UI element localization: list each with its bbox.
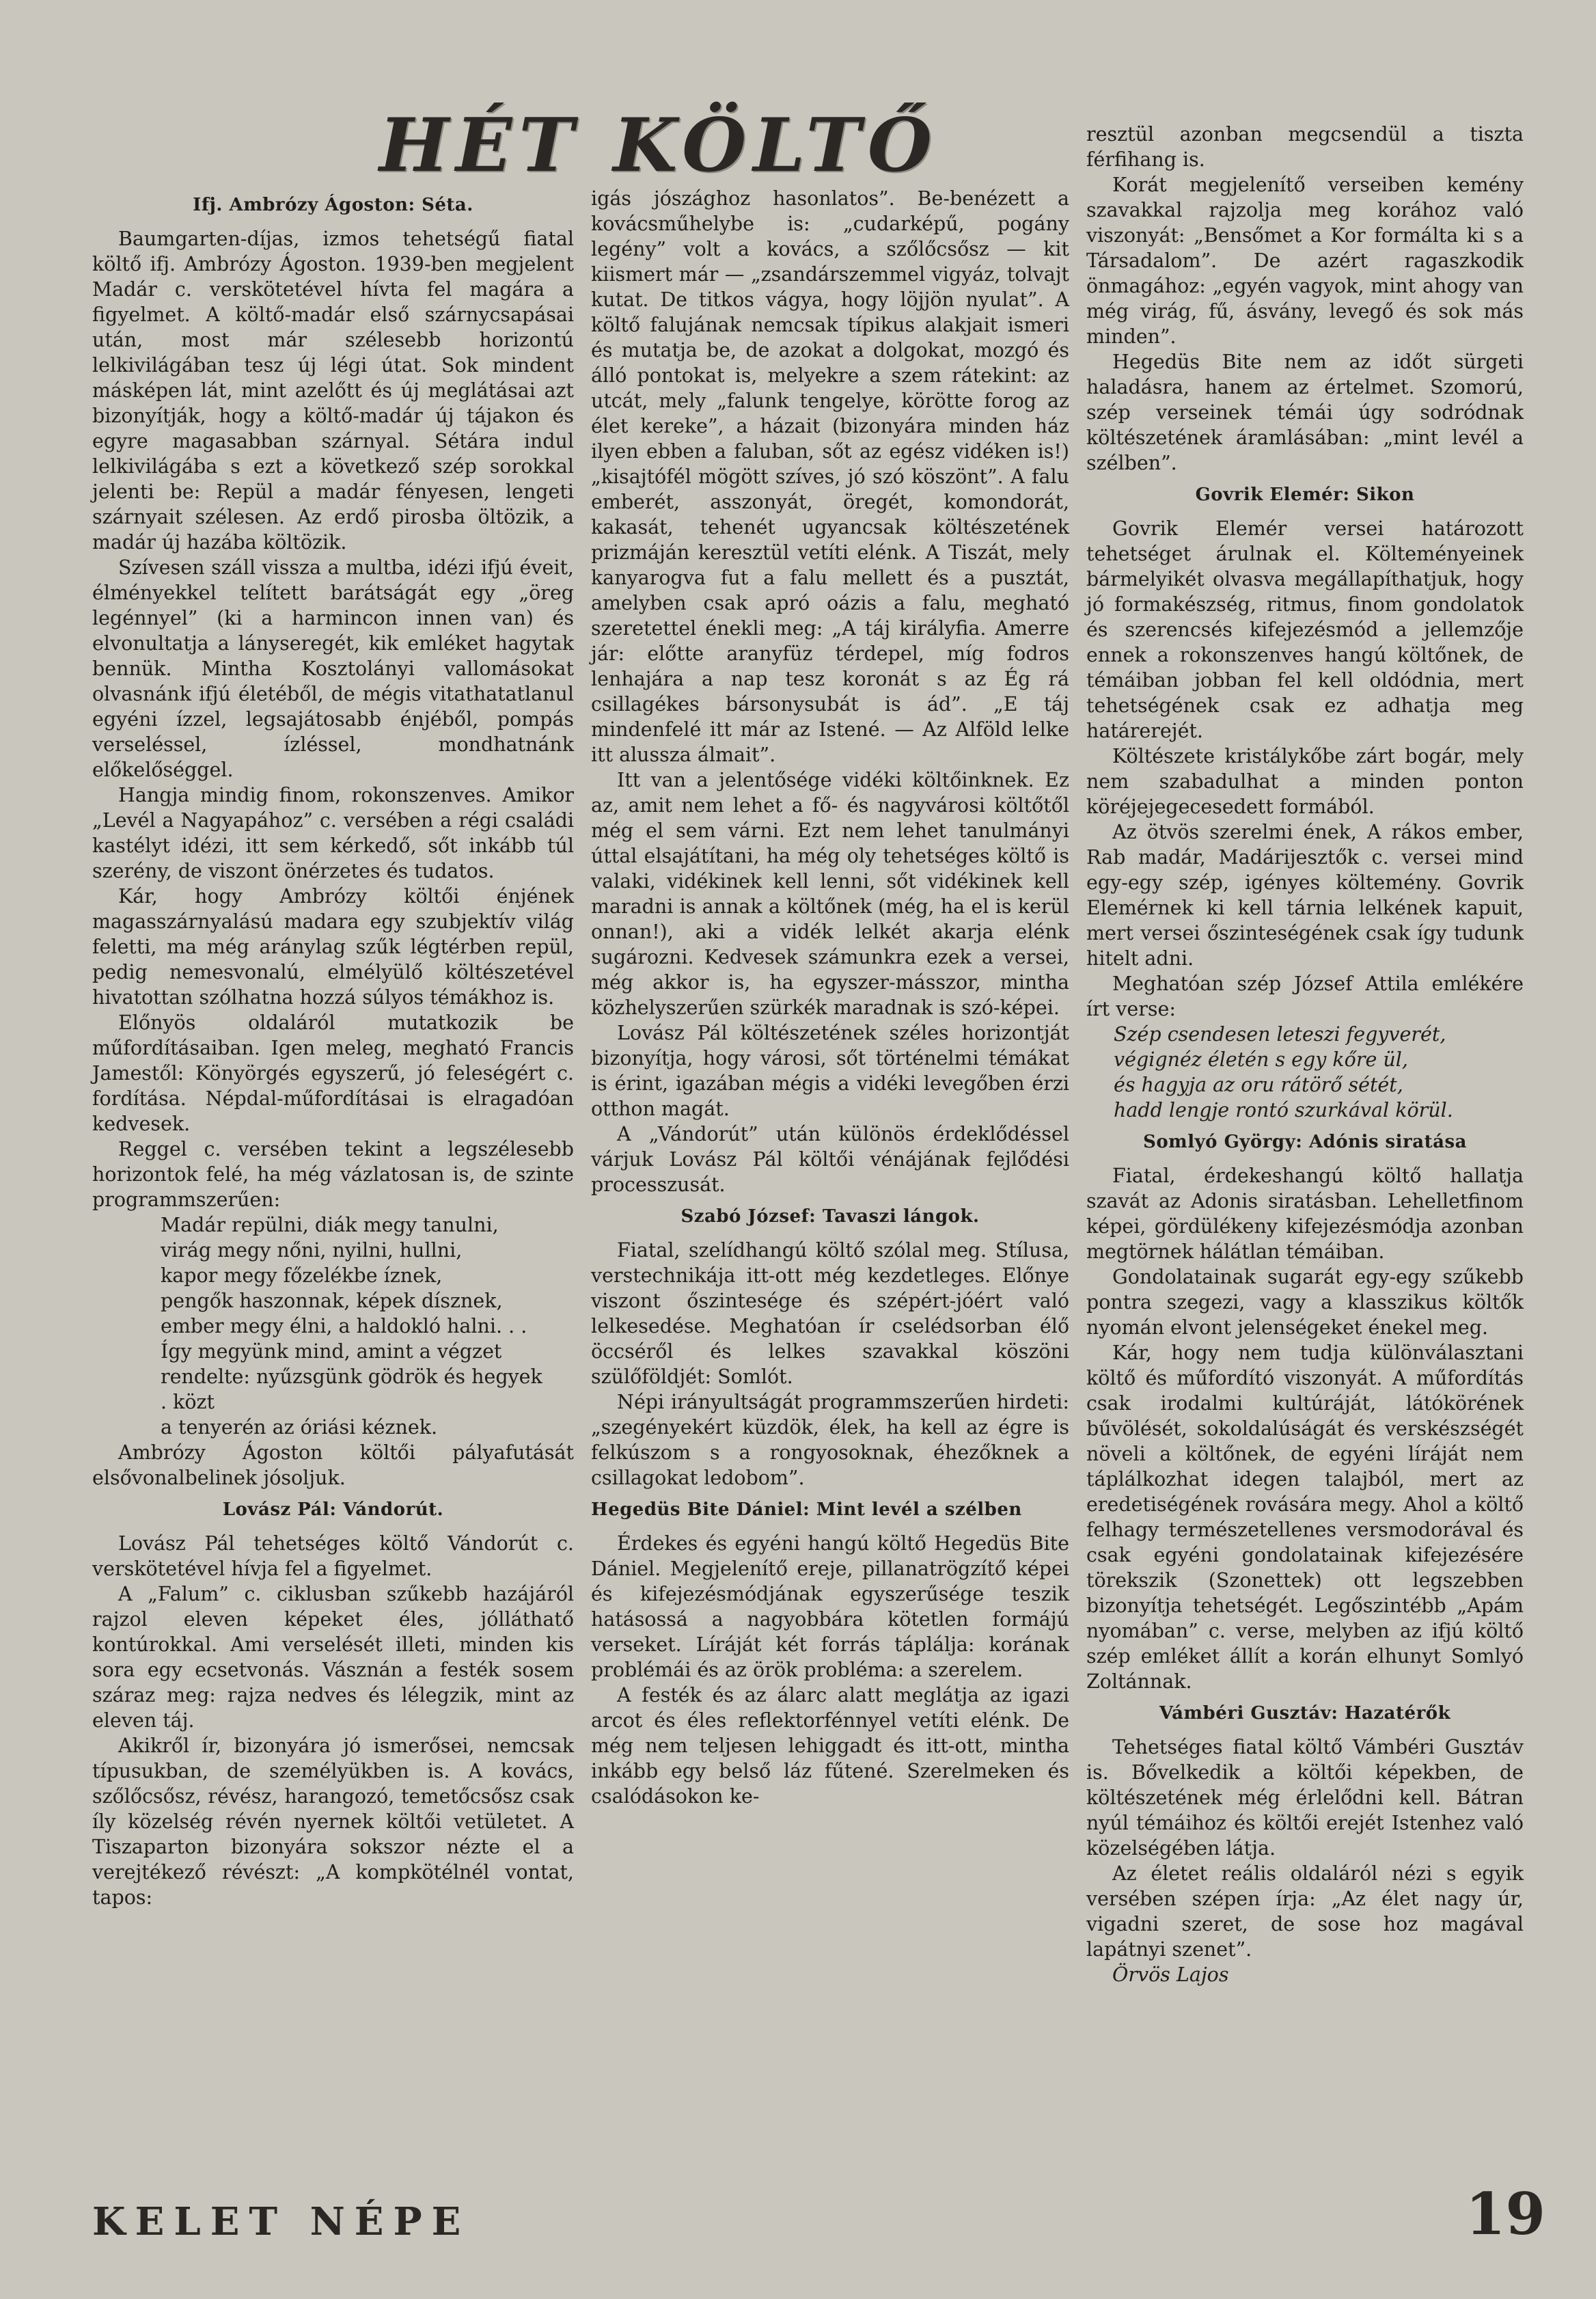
paragraph: Népi irányultságát programmszerűen hirdeti: „szegényekért küzdök, élek, ha kell az égre is felkúszom s a rongyosoknak, éhezőknek a csillagokat ledobom”. <box>591 1391 1069 1489</box>
verse-quote <box>92 1212 574 1440</box>
paragraph: Hangja mindig finom, rokonszenves. Amikor „Levél a Nagyapához” c. versében a régi családi kastélyt idézi, itt sem kérkedő, sőt inkább túl szerény, de viszont önérzetes és tudatos. <box>92 784 574 882</box>
paragraph: Meghatóan szép József Attila emlékére írt verse: <box>1086 972 1524 1020</box>
paragraph: Gondolatainak sugarát egy-egy szűkebb pontra szegezi, vagy a klasszikus költők nyomán elvont jelenségeket énekel meg. <box>1086 1266 1524 1339</box>
paragraph: A festék és az álarc alatt meglátja az igazi arcot és éles reflektorfénnyel vetíti elénk. De még nem teljesen lehiggadt és itt-ott, mintha inkább egy belső láz fűtené. Szerelmeken és csalódásokon ke- <box>591 1684 1069 1808</box>
verse-line: virág megy nőni, nyilni, hullni, <box>161 1239 463 1262</box>
paragraph: Korát megjelenítő verseiben kemény szavakkal rajzolja meg korához való viszonyát: „Bensőmet a Kor formálta ki s a Társadalom”. De azért ragaszkodik önmagához: „egyén vagyok, mint ahogy van még virág, fű, ásvány, levegő és sok más minden”. <box>1086 174 1524 348</box>
paragraph: Lovász Pál tehetséges költő Vándorút c. verskötetével hívja fel a figyelmet. <box>92 1532 574 1580</box>
column-1 <box>92 186 574 1910</box>
paragraph: Előnyös oldaláról mutatkozik be műfordításaiban. Igen meleg, megható Francis Jamestől: Könyörgés egyszerű, jó feleségért c. fordítása. Népdal-műfordításai is elragadóan kedvesek. <box>92 1011 574 1135</box>
review-heading: Govrik Elemér: Sikon <box>1195 485 1415 505</box>
paragraph: Szívesen száll vissza a multba, idézi ifjú éveit, élményekkel telített barátságát egy „öreg legénnyel” (ki a harmincon innen van) és elvonultatja a lányseregét, kik emléket hagytak bennük. Mintha Kosztolányi vallomásokat olvasnánk ifjú életéből, de mégis vitathatatlanul egyéni ízzel, legsajátosabb énjéből, pompás verseléssel, ízléssel, mondhatnánk előkelőséggel. <box>92 556 574 781</box>
paragraph: Az életet reális oldaláról nézi s egyik versében szépen írja: „Az élet nagy úr, vigadni szeret, de sose hoz magával lapátnyi szenet”. <box>1086 1862 1524 1961</box>
review-heading: Somlyó György: Adónis siratása <box>1143 1132 1467 1152</box>
paragraph: Az ötvös szerelmi ének, A rákos ember, Rab madár, Madárijesztők c. versei mind egy-egy szép, igényes költemény. Govrik Elemérnek ki kell tárnia lelkének kapuit, mert versei őszinteségének csak így tudunk hitelt adni. <box>1086 821 1524 970</box>
verse-line: hadd lengje rontó szurkával körül. <box>1114 1099 1453 1121</box>
verse-line: végignéz életén s egy kőre ül, <box>1114 1048 1408 1071</box>
article-title: HÉT KÖLTŐ <box>379 103 939 189</box>
review-heading: Hegedüs Bite Dániel: Mint levél a szélben <box>591 1499 1022 1520</box>
paragraph: Fiatal, érdekeshangú költő hallatja szavát az Adonis siratásban. Lehelletfinom képei, gördülékeny kifejezésmódja azonban megtörnek hálátlan témáiban. <box>1086 1165 1524 1263</box>
paragraph: Lovász Pál költészetének széles horizontját bizonyítja, hogy városi, sőt történelmi témákat is érint, igazában mégis a vidéki levegőben érzi otthon magát. <box>591 1022 1069 1120</box>
paragraph: Reggel c. versében tekint a legszélesebb horizontok felé, ha még vázlatosan is, de szinte programmszerűen: <box>92 1138 574 1211</box>
paragraph: Kár, hogy Ambrózy költői énjének magasszárnyalású madara egy szubjektív világ feletti, ma még aránylag szűk légtérben repül, pedig nemesvonalú, elmélyülő költészetével hivatottan szólhatna hozzá súlyos témákhoz is. <box>92 885 574 1009</box>
verse-line: Így megyünk mind, amint a végzet <box>161 1340 502 1363</box>
paragraph: Baumgarten-díjas, izmos tehetségű fiatal költő ifj. Ambrózy Ágoston. 1939-ben megjelent Madár c. verskötetével hívta fel magára a figyelmet. A költő-madár első szárnycsapásai után, most már szélesebb horizontú lelkivilágában tesz új légi útat. Sok mindent másképen lát, mint azelőtt és új meglátásai azt bizonyítják, hogy a költő-madár új tájakon és egyre magasabban szárnyal. Sétára indul lelkivilágába s ezt a következő szép sorokkal jelenti be: Repül a madár fényesen, lengeti szárnyait szélesen. Az erdő pirosba öltözik, a madár új hazába költözik. <box>92 228 574 554</box>
column-2 <box>591 186 1069 1809</box>
verse-line: pengők haszonnak, képek dísznek, <box>161 1290 503 1312</box>
verse-quote <box>1086 1022 1524 1123</box>
author-signature: Örvös Lajos <box>1112 1963 1229 1986</box>
paragraph: Érdekes és egyéni hangú költő Hegedüs Bite Dániel. Megjelenítő ereje, pillanatrögzítő képei és kifejezésmódjának egyszerűsége teszik hatásossá a nagyobbára kötetlen formájú verseket. Líráját két forrás táplálja: korának problémái és az örök probléma: a szerelem. <box>591 1532 1069 1681</box>
review-heading: Szabó József: Tavaszi lángok. <box>680 1206 980 1227</box>
paragraph: A „Vándorút” után különös érdeklődéssel várjuk Lovász Pál költői vénájának fejlődési processzusát. <box>591 1123 1069 1196</box>
verse-line: ember megy élni, a haldokló halni. . . <box>161 1315 527 1337</box>
review-heading: Lovász Pál: Vándorút. <box>222 1499 444 1520</box>
paragraph: Kár, hogy nem tudja különválasztani költő és műfordító viszonyát. A műfordítás csak irodalmi kultúráját, látókörének bűvölését, sokoldalúságát és verskészségét növeli a költőnek, de egyéni líráját nem táplálkozhat idegen talajból, mert az eredetiségének rovására megy. Ahol a költő felhagy természetellenes versmodorával és csak egyéni gondolatainak kifejezésére törekszik (Szonettek) ott legszebben bizonyítja tehetségét. Legőszintébb „Apám nyomában” c. verse, melyben az ifjú költő szép emléket állít a korán elhunyt Somlyó Zoltánnak. <box>1086 1342 1524 1693</box>
page-number: 19 <box>1466 2180 1545 2248</box>
paragraph: igás jószághoz hasonlatos”. Be-benézett a kovácsműhelybe is: „cudarképű, pogány legény” volt a kovács, a szőlőcsősz — kit kiismert már — „zsandárszemmel vigyáz, tolvajt kutat. De titkos vágya, hogy löjjön nyulat”. A költő falujának nemcsak típikus alakjait ismeri és mutatja be, de azokat a dolgokat, mozgó és álló pontokat is, melyekre a szem rátekint: az utcát, mely „falunk tengelye, körötte forog az élet kereke”, a házait (bizonyára minden ház ilyen ebben a faluban, sőt az egész vidéken is!) „kisajtófél mögött szíves, jó szó köszönt”. A falu emberét, asszonyát, öregét, komondorát, kakasát, tehenét ugyancsak költészetének prizmáján keresztül vetíti elénk. A Tiszát, mely kanyarogva fut a falu mellett és a pusztát, amelyben csak apró oázis a falu, megható szeretettel énekli meg: „A táj királyfia. Amerre jár: előtte aranyfüz térdepel, míg fodros lenhajára a nap tesz koronát s az Ég rá csillagékes bársonysubát is ád”. „E táj mindenfelé itt már az Istené. — Az Alföld lelke itt alussza álmait”. <box>591 187 1069 766</box>
verse-line: kapor megy főzelékbe íznek, <box>161 1264 443 1287</box>
paragraph: Hegedüs Bite nem az időt sürgeti haladásra, hanem az értelmet. Szomorú, szép verseinek témái úgy sodródnak költészetének áramlásában: „mint levél a szélben”. <box>1086 351 1524 474</box>
verse-line: Szép csendesen leteszi fegyverét, <box>1114 1023 1446 1046</box>
verse-line: a tenyerén az óriási kéznek. <box>161 1416 438 1439</box>
verse-line: . közt <box>161 1391 215 1413</box>
paragraph: Itt van a jelentősége vidéki költőinknek. Ez az, amit nem lehet a fő- és nagyvárosi költőtől még el sem várni. Ezt nem lehet tanulmányi úttal elsajátítani, ha még oly tehetséges költő is valaki, vidékinek kell lenni, sőt vidékinek kell maradni is annak a költőnek (még, ha el is kerül onnan!), aki a vidék lelkét akarja elénk sugározni. Kedvesek számunkra ezek a versei, még akkor is, ha egyszer-másszor, mintha közhelyszerűen szürkék maradnak is szó-képei. <box>591 769 1069 1019</box>
paragraph: A „Falum” c. ciklusban szűkebb hazájáról rajzol eleven képeket éles, jólláthatő kontúrokkal. Ami verselését illeti, minden kis sora egy ecsetvonás. Vásznán a festék sosem száraz meg: rajza nedves és lélegzik, mint az eleven táj. <box>92 1583 574 1732</box>
paragraph: resztül azonban megcsendül a tiszta férfihang is. <box>1086 123 1524 171</box>
verse-line: és hagyja az oru rátörő sétét, <box>1114 1074 1403 1096</box>
review-heading: Vámbéri Gusztáv: Hazatérők <box>1159 1703 1451 1724</box>
column-3 <box>1086 122 1524 1987</box>
verse-line: Madár repülni, diák megy tanulni, <box>161 1214 499 1236</box>
verse-line: rendelte: nyűzsgünk gödrök és hegyek <box>161 1365 542 1388</box>
paragraph: Tehetséges fiatal költő Vámbéri Gusztáv is. Bővelkedik a költői képekben, de költészetének még érlelődni kell. Bátran nyúl témáihoz és költői erejét Istenhez való közelségében látja. <box>1086 1736 1524 1860</box>
magazine-name: KELET NÉPE <box>92 2199 471 2244</box>
paragraph: Fiatal, szelídhangú költő szólal meg. Stílusa, verstechnikája itt-ott még kezdetleges. Előnye viszont őszintesége és szépért-jóért való lelkesedése. Meghatóan ír cselédsorban élő öccséről és lelkes szavakkal köszöni szülőföldjét: Somlót. <box>591 1239 1069 1388</box>
paragraph: Költészete kristálykőbe zárt bogár, mely nem szabadulhat a minden ponton köréjejegecesedett formából. <box>1086 745 1524 818</box>
review-heading: Ifj. Ambrózy Ágoston: Séta. <box>193 195 473 215</box>
paragraph: Govrik Elemér versei határozott tehetséget árulnak el. Költeményeinek bármelyikét olvasva megállapíthatjuk, hogy jó formakészség, ritmus, finom gondolatok és szerencsés kifejezésmód a jellemzője ennek a rokonszenves hangú költőnek, de témáiban jobban fel kell oldódnia, mert tehetségének csak ez adhatja meg határerejét. <box>1086 517 1524 742</box>
paragraph: Ambrózy Ágoston költői pályafutását elsővonalbelinek jósoljuk. <box>92 1441 574 1489</box>
paragraph: Akikről ír, bizonyára jó ismerősei, nemcsak típusukban, de személyükben is. A kovács, szőlőcsősz, révész, harangozó, temetőcsősz csak íly közelség révén nyernek költői vetületet. A Tiszaparton bizonyára sokszor nézte el a verejtékező révészt: „A kompkötélnél vontat, tapos: <box>92 1735 574 1909</box>
